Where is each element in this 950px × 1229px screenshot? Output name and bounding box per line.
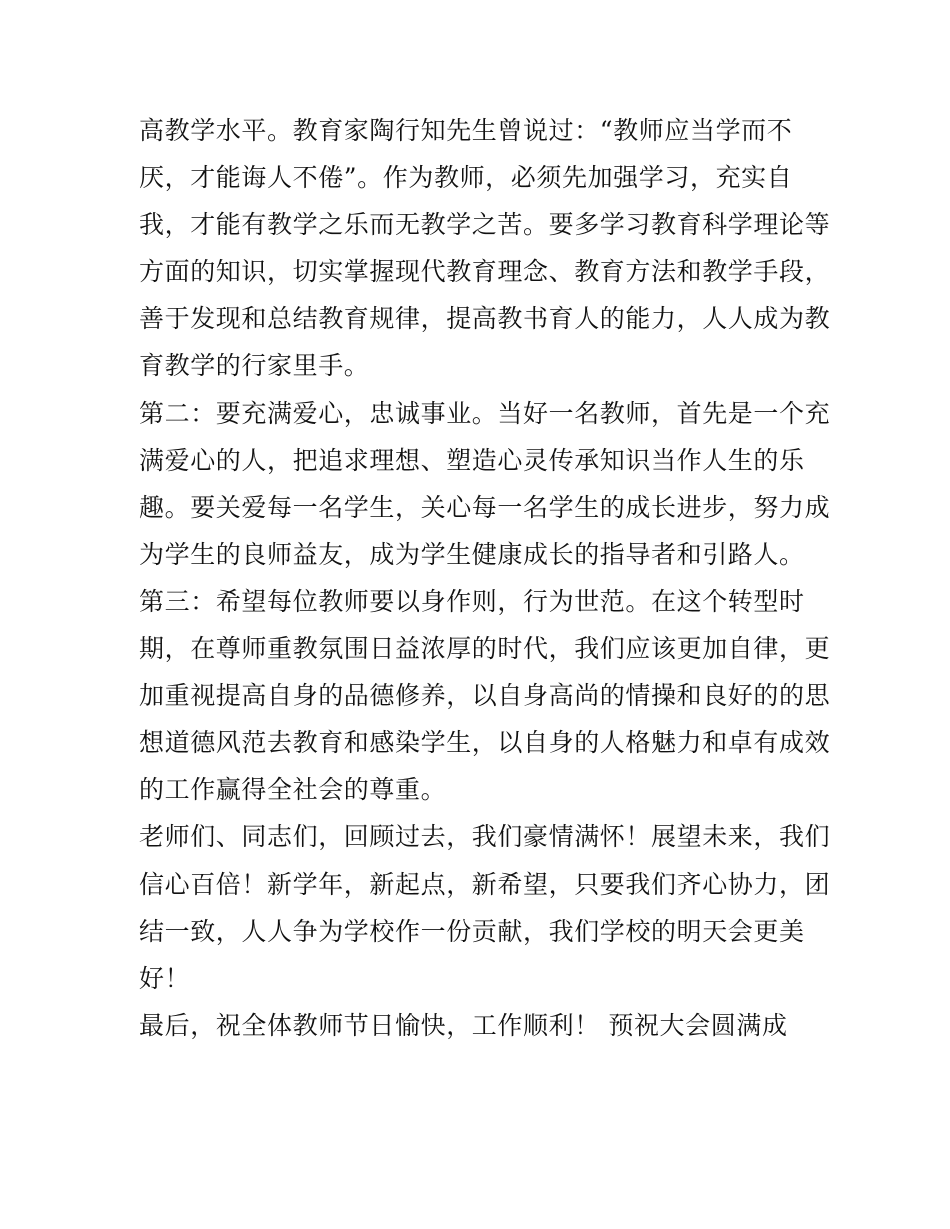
text-line: 最后，祝全体教师节日愉快，工作顺利！ 预祝大会圆满成: [139, 1010, 788, 1040]
text-line: 结一致，人人争为学校作一份贡献，我们学校的明天会更美: [139, 916, 805, 946]
text-line: 第二：要充满爱心，忠诚事业。当好一名教师，首先是一个充: [139, 398, 831, 428]
text-line: 期，在尊师重教氛围日益浓厚的时代，我们应该更加自律，更: [139, 634, 831, 664]
document-body: [139, 107, 829, 1049]
text-line: 满爱心的人，把追求理想、塑造心灵传承知识当作人生的乐: [139, 445, 805, 475]
text-line: 信心百倍！新学年，新起点，新希望，只要我们齐心协力，团: [139, 869, 831, 899]
text-line: 厌，才能诲人不倦”。作为教师，必须先加强学习，充实自: [139, 163, 793, 193]
text-line: 我，才能有教学之乐而无教学之苦。要多学习教育科学理论等: [139, 210, 831, 240]
text-line: 想道德风范去教育和感染学生，以自身的人格魅力和卓有成效: [139, 728, 831, 758]
text-line: 的工作赢得全社会的尊重。: [139, 775, 447, 805]
text-line: 方面的知识，切实掌握现代教育理念、教育方法和教学手段，: [139, 257, 831, 287]
text-line: 老师们、同志们，回顾过去，我们豪情满怀！展望未来，我们: [139, 822, 831, 852]
text-line: 育教学的行家里手。: [139, 351, 370, 381]
text-line: 好！: [139, 963, 191, 993]
text-line: 趣。要关爱每一名学生，关心每一名学生的成长进步，努力成: [139, 492, 831, 522]
text-line: 为学生的良师益友，成为学生健康成长的指导者和引路人。: [139, 539, 805, 569]
text-line: 加重视提高自身的品德修养，以自身高尚的情操和良好的的思: [139, 681, 831, 711]
text-line: 第三：希望每位教师要以身作则，行为世范。在这个转型时: [139, 586, 805, 616]
text-line: 善于发现和总结教育规律，提高教书育人的能力，人人成为教: [139, 304, 831, 334]
text-line: 高教学水平。教育家陶行知先生曾说过：“教师应当学而不: [139, 116, 793, 145]
